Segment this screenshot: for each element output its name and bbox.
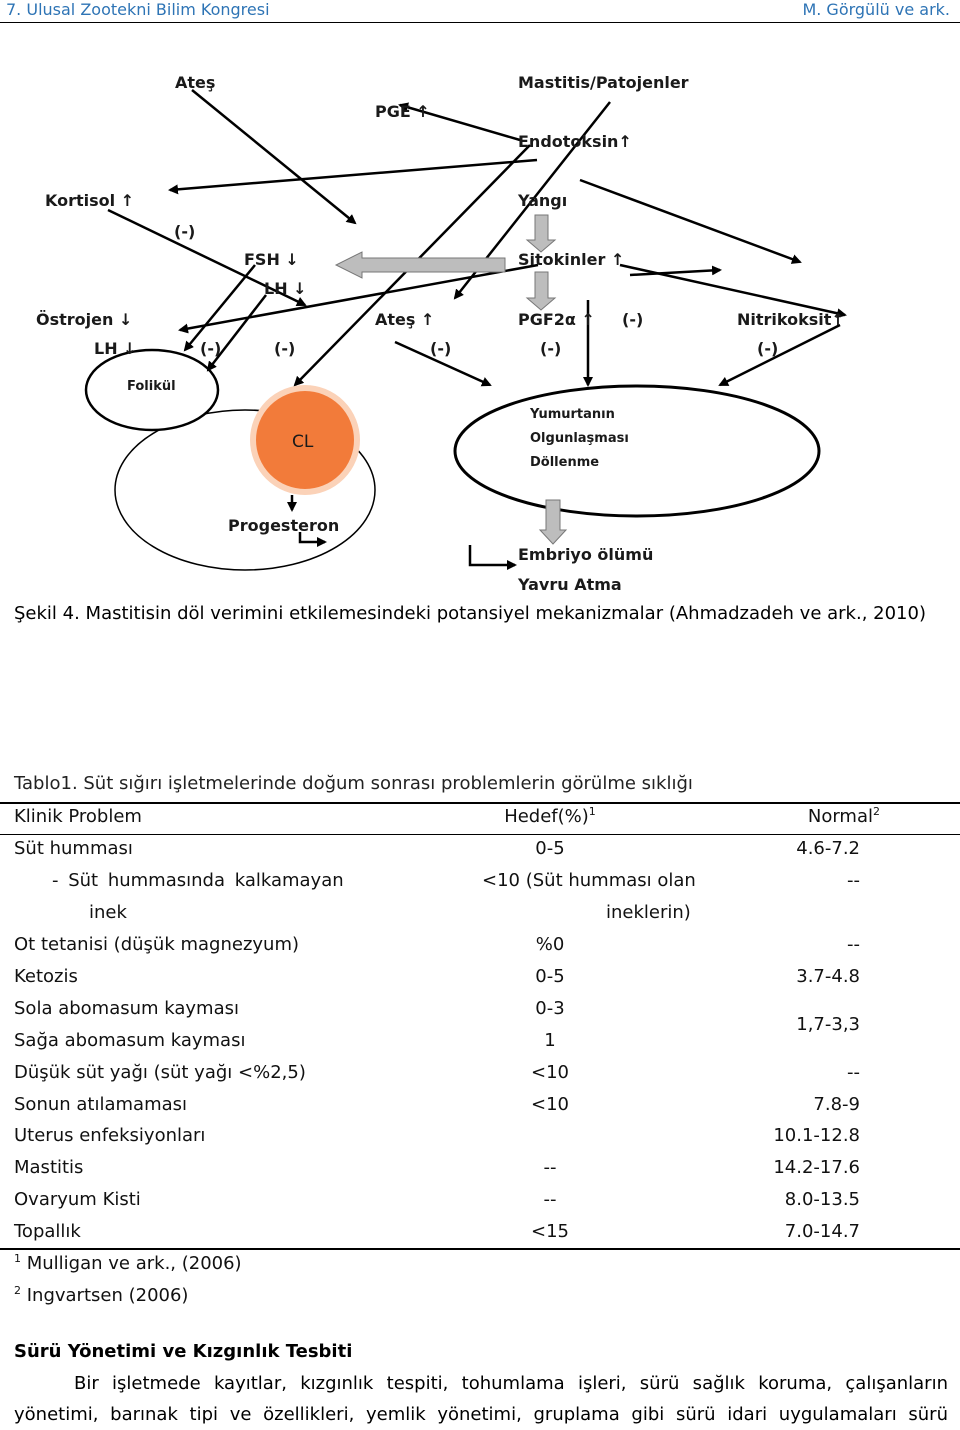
table-cell: Topallık [14,1221,81,1242]
label-dollenme: Döllenme [530,455,600,470]
table-cell: -- [847,934,860,955]
table-cell: Ot tetanisi (düşük magnezyum) [14,934,300,955]
label-cl: CL [292,432,314,452]
table-cell: Ovaryum Kisti [14,1189,141,1210]
page-header [0,0,960,23]
label-neg6: (-) [540,339,562,358]
table-cell: - Süt hummasında kalkamayan [52,870,344,891]
label-neg5: (-) [622,310,644,329]
label-mastitis: Mastitis/Patojenler [518,73,689,92]
table-cell: 0-5 [535,966,565,987]
header-normal: Normal$^2$ [807,805,880,827]
table-cell: inek [89,902,127,923]
table-cell: 7.0-14.7 [784,1221,860,1242]
oocyte-ellipse [455,386,819,516]
table-cell: 0-5 [535,838,565,859]
label-ates-top: Ateş [175,73,216,92]
label-neg7: (-) [757,339,779,358]
table-cell: -- [847,870,860,891]
table-cell: 4.6-7.2 [796,838,860,859]
header-problem: Klinik Problem [14,806,142,827]
table-cell: Uterus enfeksiyonları [14,1125,206,1146]
authors: M. Görgülü ve ark. [802,0,950,19]
paragraph-line-2: yönetimi, barınak tipi ve özellikleri, yemlik yönetimi, gruplama gibi sürü idari uygulamaları sürü [14,1404,948,1425]
table-cell: 1 [544,1030,556,1051]
label-neg3: (-) [274,339,296,358]
table-cell: 10.1-12.8 [773,1125,860,1146]
table-bottom-rule [0,1248,960,1250]
footnote-2: $^2$ Ingvartsen (2006) [14,1284,189,1306]
label-lh-mid: LH ↓ [264,279,307,298]
header-hedef: Hedef(%)$^1$ [504,805,596,827]
table-cell: -- [543,1189,557,1210]
label-folikul: Folikül [127,379,176,394]
label-olgunlasmasi: Olgunlaşması [530,431,629,446]
label-yumurtanin: Yumurtanın [530,407,615,422]
table-cell: 1,7-3,3 [796,1014,860,1035]
label-endotoksin: Endotoksin↑ [518,132,632,151]
table-title: Tablo1. Süt sığırı işletmelerinde doğum sonrası problemlerin görülme sıklığı [14,773,693,794]
label-nitrikoksit: Nitrikoksit↑ [737,310,845,329]
table-cell: Sonun atılamaması [14,1094,188,1115]
label-kortisol: Kortisol ↑ [45,191,135,210]
label-neg4: (-) [430,339,452,358]
table-cell: Sağa abomasum kayması [14,1030,246,1051]
label-lh-left: LH ↓ [94,339,137,358]
table-cell: 8.0-13.5 [784,1189,860,1210]
figure-caption: Şekil 4. Mastitisin döl verimini etkilemesindeki potansiyel mekanizmalar (Ahmadzadeh ve ark., 2010) [14,603,926,624]
mechanism-diagram [0,40,960,600]
table-cell: ineklerin) [606,902,691,923]
table-cell: -- [543,1157,557,1178]
label-progesteron: Progesteron [228,516,340,535]
table-cell: <15 [531,1221,569,1242]
label-yavru: Yavru Atma [518,575,622,594]
label-pgf2a: PGF2α ↑ [518,310,595,329]
table-cell: Ketozis [14,966,78,987]
table-cell: <10 (Süt humması olan [482,870,696,891]
table-cell: <10 [531,1062,569,1083]
table-cell: -- [847,1062,860,1083]
paragraph-line-1: Bir işletmede kayıtlar, kızgınlık tespiti, tohumlama işleri, sürü sağlık koruma, çalışanların [74,1373,948,1394]
table-cell: 14.2-17.6 [773,1157,860,1178]
label-sitokinler: Sitokinler ↑ [518,250,625,269]
table-header-rule [0,834,960,835]
table-cell: Sola abomasum kayması [14,998,239,1019]
table-cell: <10 [531,1094,569,1115]
table-top-rule [0,802,960,804]
label-fsh: FSH ↓ [244,250,299,269]
conference-title: 7. Ulusal Zootekni Bilim Kongresi [6,0,270,19]
table-cell: 3.7-4.8 [796,966,860,987]
section-title: Sürü Yönetimi ve Kızgınlık Tesbiti [14,1341,353,1362]
label-ostrojen: Östrojen ↓ [36,310,133,329]
label-ates-mid: Ateş ↑ [375,310,435,329]
label-neg1: (-) [174,222,196,241]
table-cell: 7.8-9 [813,1094,860,1115]
table-cell: Süt humması [14,838,133,859]
table-cell: 0-3 [535,998,565,1019]
footnote-1: $^1$ Mulligan ve ark., (2006) [14,1252,242,1274]
label-embriyo: Embriyo ölümü [518,545,654,564]
table-cell: %0 [535,934,565,955]
table-cell: Mastitis [14,1157,84,1178]
table-cell: Düşük süt yağı (süt yağı <%2,5) [14,1062,306,1083]
label-pge: PGE ↑ [375,102,430,121]
label-yangi: Yangı [518,191,568,210]
label-neg2: (-) [200,339,222,358]
